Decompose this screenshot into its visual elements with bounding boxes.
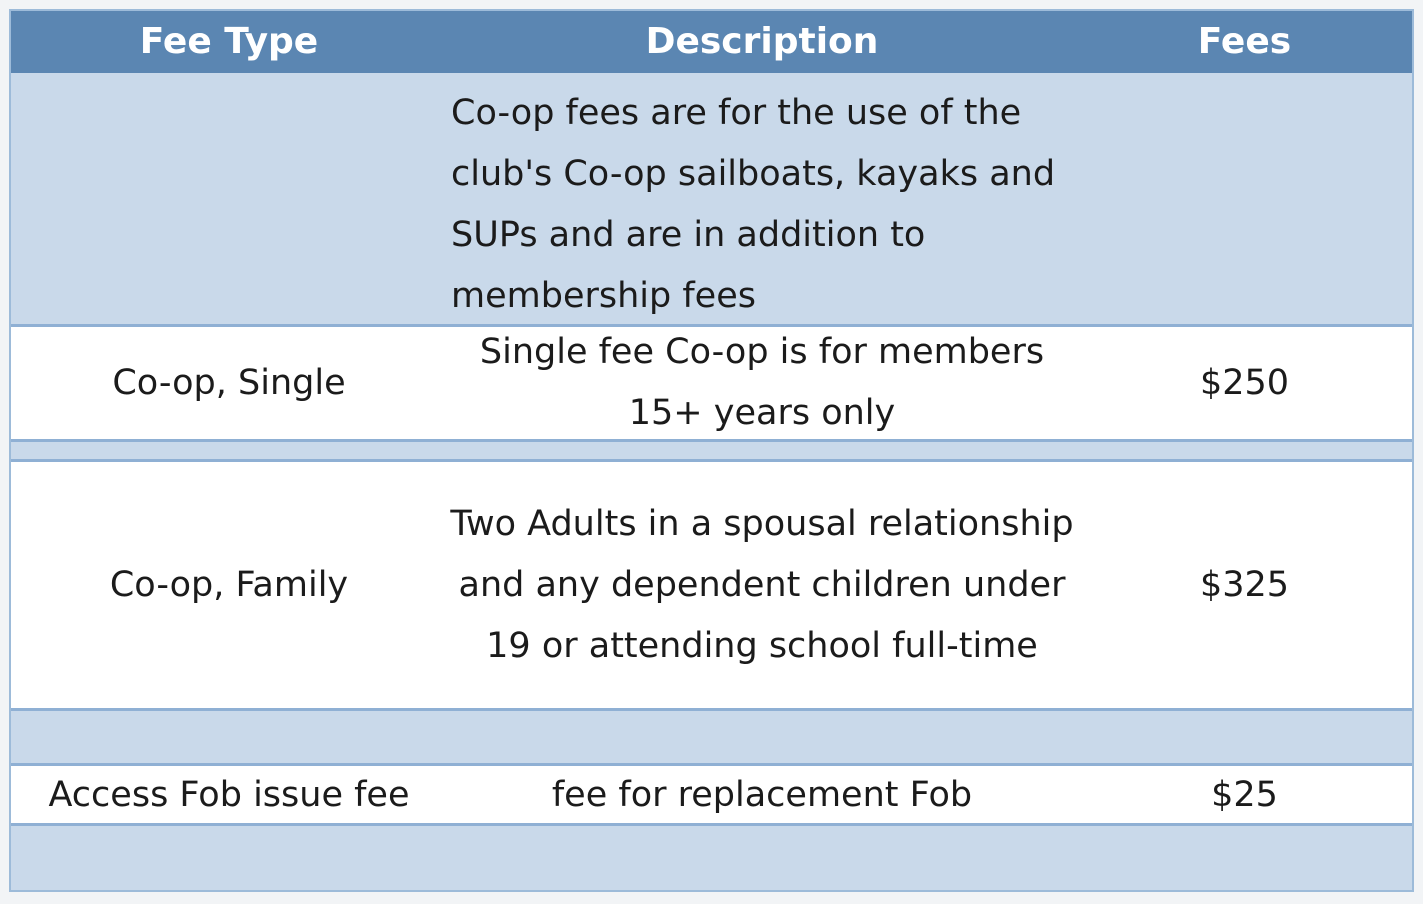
intro-fees	[1075, 73, 1414, 324]
table-row-intro	[9, 73, 1414, 324]
table-footer-row	[9, 826, 1414, 892]
coop-single-fees: $250	[1199, 362, 1290, 403]
table-row-coop-single	[9, 324, 1414, 442]
coop-family-description: Two Adults in a spousal relationship and any dependent children under 19 or attending school full-time	[450, 503, 1074, 666]
header-fees: Fees	[1197, 20, 1292, 62]
intro-fee-type	[9, 73, 449, 324]
access-fob-fee-type: Access Fob issue fee	[48, 774, 410, 815]
table-row-spacer	[9, 442, 1414, 462]
table-row-access-fob	[9, 766, 1414, 826]
table-row-spacer	[9, 708, 1414, 766]
coop-family-fees: $325	[1199, 564, 1290, 605]
coop-family-fee-type: Co-op, Family	[109, 564, 349, 605]
coop-single-description: Single fee Co-op is for members 15+ years only	[479, 332, 1045, 433]
header-fee-type: Fee Type	[139, 20, 319, 62]
table-header	[9, 9, 1414, 73]
coop-single-fee-type: Co-op, Single	[112, 362, 346, 403]
access-fob-description: fee for replacement Fob	[551, 774, 973, 815]
access-fob-fees: $25	[1211, 774, 1278, 815]
table-row-coop-family	[9, 462, 1414, 708]
intro-description: Co-op fees are for the use of the club's Co-op sailboats, kayaks and SUPs and are in addition to membership fees	[451, 93, 1056, 316]
header-description: Description	[645, 20, 879, 62]
